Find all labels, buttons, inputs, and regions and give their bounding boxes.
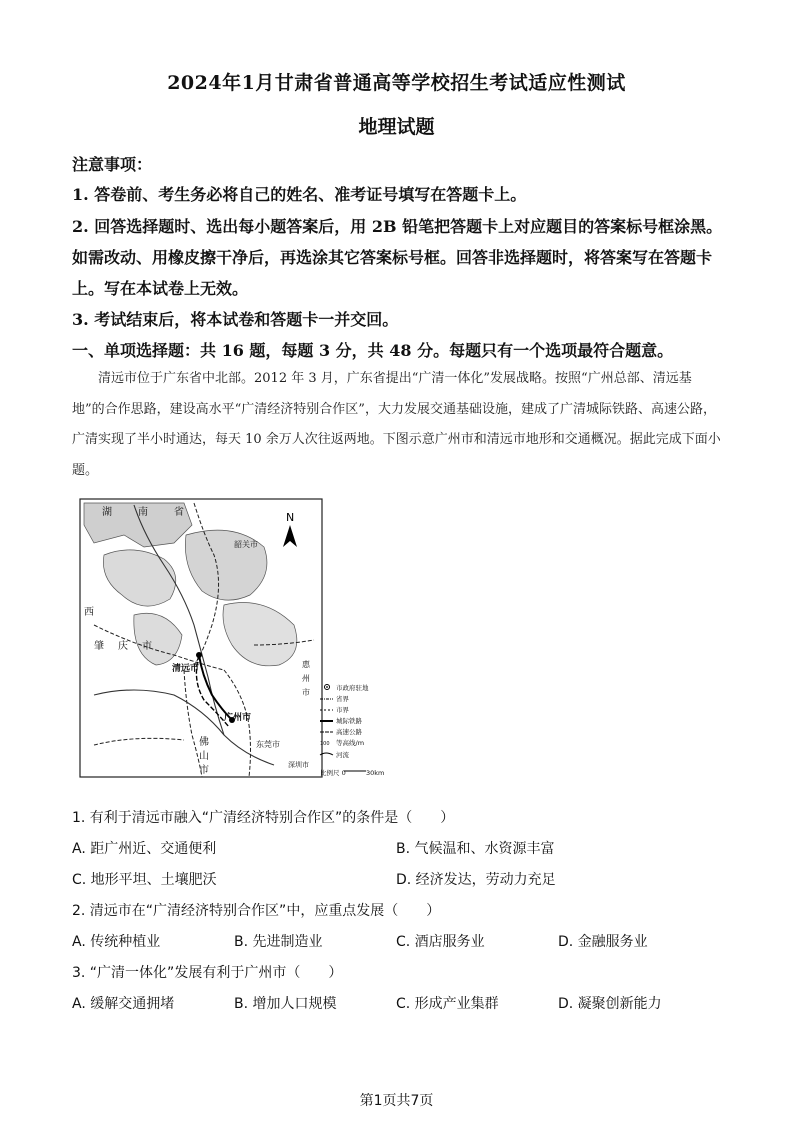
- question-1-option-b[interactable]: B. 气候温和、水资源丰富: [396, 841, 555, 857]
- question-2-option-d[interactable]: D. 金融服务业: [558, 934, 648, 950]
- label-zhaoqing-c: 市: [142, 641, 152, 652]
- question-2-stem: 2. 清远市在“广清经济特别合作区”中，应重点发展（ ）: [72, 903, 441, 919]
- label-huizhou-b: 州: [302, 674, 310, 683]
- scale-end: 30km: [366, 769, 385, 777]
- terrain-transport-map: [74, 495, 394, 785]
- label-foshan-b: 山: [199, 751, 209, 762]
- label-guangzhou: 广州市: [224, 713, 252, 723]
- passage-text: 清远市位于广东省中北部。2012 年 3 月，广东省提出“广清一体化”发展战略。按照“广州总部、清远基地”的合作思路，建设高水平“广清经济特别合作区”，大力发展交通基础设施，建成了广清城际铁路、高速公路，广清实现了半小时通达，每天 10 余万人次往返两地。下图示意广州市和清远市地形和交通概况。据此完成下面小题。: [72, 371, 721, 478]
- label-zhaoqing-b: 庆: [118, 641, 128, 652]
- question-3-option-b[interactable]: B. 增加人口规模: [234, 996, 337, 1012]
- legend-contour: 等高线/m: [336, 739, 365, 747]
- question-2-option-b[interactable]: B. 先进制造业: [234, 934, 323, 950]
- question-1-option-c[interactable]: C. 地形平坦、土壤肥沃: [72, 872, 217, 888]
- legend-city-border: 市界: [336, 706, 349, 714]
- label-dongguan: 东莞市: [256, 740, 280, 749]
- legend-highway: 高速公路: [336, 728, 362, 736]
- label-shaoguan: 韶关市: [234, 540, 258, 549]
- label-shenzhen: 深圳市: [288, 761, 309, 769]
- exam-subtitle: 地理试题: [358, 116, 435, 138]
- label-huizhou-c: 市: [302, 688, 310, 697]
- label-huizhou-a: 惠: [302, 660, 310, 669]
- legend-province-border: 省界: [336, 695, 349, 703]
- question-2-option-a[interactable]: A. 传统种植业: [72, 934, 161, 950]
- legend-intercity-rail: 城际铁路: [336, 717, 362, 725]
- notes-line-3: 3. 考试结束后，将本试卷和答题卡一并交回。: [72, 310, 399, 329]
- notes-line-2c: 上。写在本试卷上无效。: [72, 279, 249, 298]
- label-foshan-a: 佛: [199, 737, 209, 748]
- label-sheng: 省: [174, 507, 184, 518]
- legend-contour-value: 100: [320, 741, 330, 747]
- notes-line-2b: 如需改动、用橡皮擦干净后，再选涂其它答案标号框。回答非选择题时，将答案写在答题卡: [72, 248, 713, 267]
- question-3-option-a[interactable]: A. 缓解交通拥堵: [72, 996, 175, 1012]
- svg-text:N: N: [286, 511, 295, 524]
- label-zhaoqing-a: 肇: [94, 641, 104, 652]
- question-1-option-a[interactable]: A. 距广州近、交通便利: [72, 841, 217, 857]
- scale-label: 比例尺 0: [320, 769, 346, 777]
- section-heading: 一、单项选择题：共 16 题，每题 3 分，共 48 分。每题只有一个选项最符合题意。: [72, 341, 674, 360]
- question-1-stem: 1. 有利于清远市融入“广清经济特别合作区”的条件是（ ）: [72, 810, 455, 826]
- qingyuan-marker: [196, 652, 202, 658]
- label-nan: 南: [138, 507, 148, 518]
- legend-city-seat: 市政府驻地: [336, 684, 369, 692]
- question-2-option-c[interactable]: C. 酒店服务业: [396, 934, 485, 950]
- legend-river: 河流: [336, 751, 349, 759]
- label-foshan-c: 市: [199, 765, 209, 776]
- question-3-option-c[interactable]: C. 形成产业集群: [396, 996, 499, 1012]
- label-guangxi: 西: [84, 607, 94, 618]
- exam-title: 2024年1月甘肃省普通高等学校招生考试适应性测试: [167, 72, 626, 94]
- notes-heading: 注意事项：: [72, 155, 153, 174]
- notes-line-2a: 2. 回答选择题时、选出每小题答案后，用 2B 铅笔把答题卡上对应题目的答案标号框涂黑。: [72, 217, 723, 236]
- question-3-stem: 3. “广清一体化”发展有利于广州市（ ）: [72, 965, 343, 981]
- map-legend: [320, 683, 384, 777]
- question-3-option-d[interactable]: D. 凝聚创新能力: [558, 996, 662, 1012]
- page-footer: 第1页共7页: [359, 1093, 434, 1109]
- notes-line-1: 1. 答卷前、考生务必将自己的姓名、准考证号填写在答题卡上。: [72, 185, 527, 204]
- label-qingyuan: 清远市: [172, 664, 200, 674]
- label-hunan: 湖: [102, 507, 112, 518]
- question-1-option-d[interactable]: D. 经济发达，劳动力充足: [396, 872, 556, 888]
